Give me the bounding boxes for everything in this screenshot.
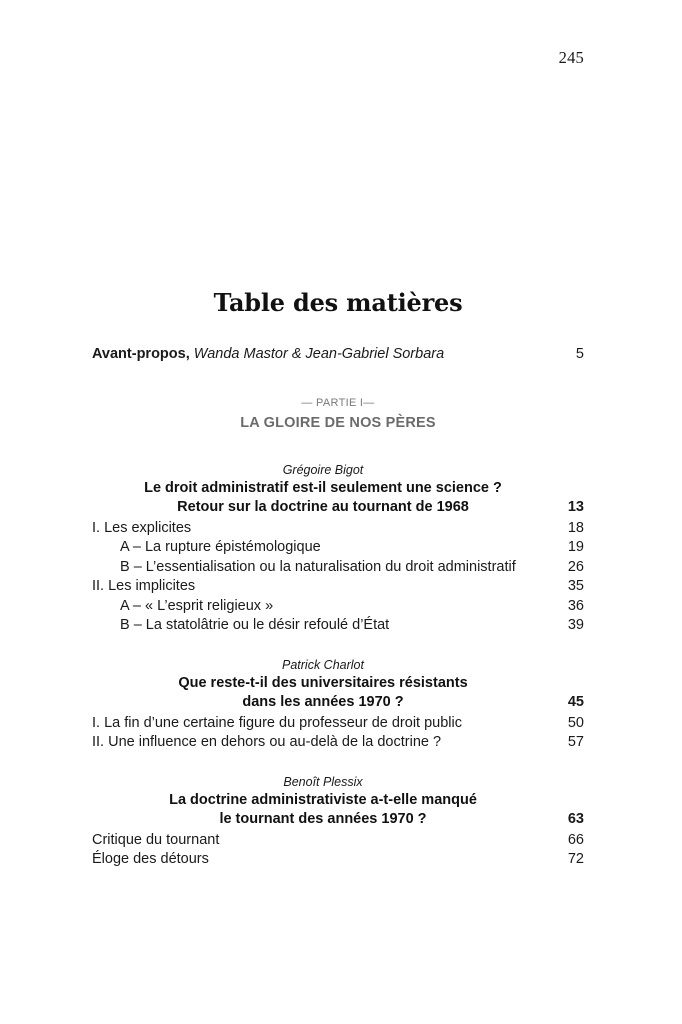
- toc-section-page-number: 39: [567, 617, 584, 633]
- chapter-author: Benoît Plessix: [283, 774, 363, 789]
- toc-section-row[interactable]: [92, 521, 584, 536]
- toc-section-row[interactable]: [92, 716, 584, 731]
- toc-entry-frontmatter[interactable]: [92, 347, 584, 362]
- toc-section-page-number: 18: [567, 519, 584, 536]
- chapter-title-row[interactable]: [92, 676, 584, 691]
- chapter-author: Grégoire Bigot: [282, 462, 364, 477]
- toc-section-page-number: 50: [567, 714, 584, 731]
- chapter-block: [92, 463, 584, 633]
- toc-section-row[interactable]: [92, 618, 584, 633]
- chapter-page-number: 45: [567, 694, 584, 710]
- chapter-title-text: La doctrine administrativiste a-t-elle manqué: [169, 791, 477, 808]
- toc-section-label: I. Les explicites: [92, 519, 192, 536]
- page-title: Table des matières: [213, 288, 463, 318]
- part-title: LA GLOIRE DE NOS PÈRES: [240, 414, 436, 431]
- frontmatter-page-number: 5: [575, 346, 584, 362]
- part-heading: [92, 397, 584, 431]
- toc-section-page-number: 35: [567, 578, 584, 594]
- toc-section-label: B – La statolâtrie ou le désir refoulé d’État: [120, 617, 390, 633]
- table-of-contents: [92, 347, 584, 867]
- frontmatter-authors: Wanda Mastor & Jean-Gabriel Sorbara: [189, 346, 445, 362]
- toc-section-label: Éloge des détours: [92, 851, 209, 867]
- chapter-page-number: 63: [567, 811, 584, 827]
- toc-section-label: II. Une influence en dehors ou au-delà de la doctrine ?: [92, 734, 442, 750]
- chapter-block: [92, 658, 584, 750]
- chapter-title-row[interactable]: [92, 481, 584, 496]
- toc-section-page-number: 72: [567, 851, 584, 867]
- toc-section-row[interactable]: [92, 560, 584, 575]
- chapter-author: Patrick Charlot: [282, 657, 364, 672]
- toc-section-page-number: 26: [567, 558, 584, 575]
- page-folio-number: 245: [558, 48, 584, 67]
- chapter-block: [92, 775, 584, 867]
- toc-section-row[interactable]: [92, 540, 584, 555]
- toc-section-label: I. La fin d’une certaine figure du professeur de droit public: [92, 714, 462, 731]
- toc-section-label: A – « L’esprit religieux »: [120, 597, 274, 614]
- part-kicker: — PARTIE I—: [301, 396, 375, 409]
- frontmatter-label: [92, 347, 554, 362]
- toc-section-page-number: 36: [567, 597, 584, 614]
- chapter-title-text: dans les années 1970 ?: [242, 694, 404, 710]
- toc-section-label: II. Les implicites: [92, 578, 196, 594]
- toc-section-page-number: 57: [567, 734, 584, 750]
- chapter-title-row[interactable]: [92, 812, 584, 827]
- toc-section-page-number: 19: [567, 539, 584, 555]
- toc-section-label: B – L’essentialisation ou la naturalisation du droit administratif: [120, 558, 516, 575]
- chapter-title-row[interactable]: [92, 695, 584, 710]
- toc-section-label: Critique du tournant: [92, 831, 220, 848]
- chapter-title-text: Que reste-t-il des universitaires résistants: [178, 674, 468, 691]
- chapter-title-text: Retour sur la doctrine au tournant de 1968: [177, 499, 469, 515]
- chapter-title-text: le tournant des années 1970 ?: [219, 811, 427, 827]
- chapter-page-number: 13: [567, 499, 584, 515]
- toc-section-row[interactable]: [92, 735, 584, 750]
- toc-section-row[interactable]: [92, 579, 584, 594]
- toc-section-row[interactable]: [92, 599, 584, 614]
- toc-section-row[interactable]: [92, 852, 584, 867]
- frontmatter-title: Avant-propos,: [92, 346, 190, 362]
- toc-section-label: A – La rupture épistémologique: [120, 539, 321, 555]
- chapter-title-row[interactable]: [92, 793, 584, 808]
- chapter-list: [92, 463, 584, 867]
- chapter-title-row[interactable]: [92, 500, 584, 515]
- toc-section-row[interactable]: [92, 833, 584, 848]
- chapter-title-text: Le droit administratif est-il seulement une science ?: [144, 479, 502, 496]
- toc-section-page-number: 66: [567, 831, 584, 848]
